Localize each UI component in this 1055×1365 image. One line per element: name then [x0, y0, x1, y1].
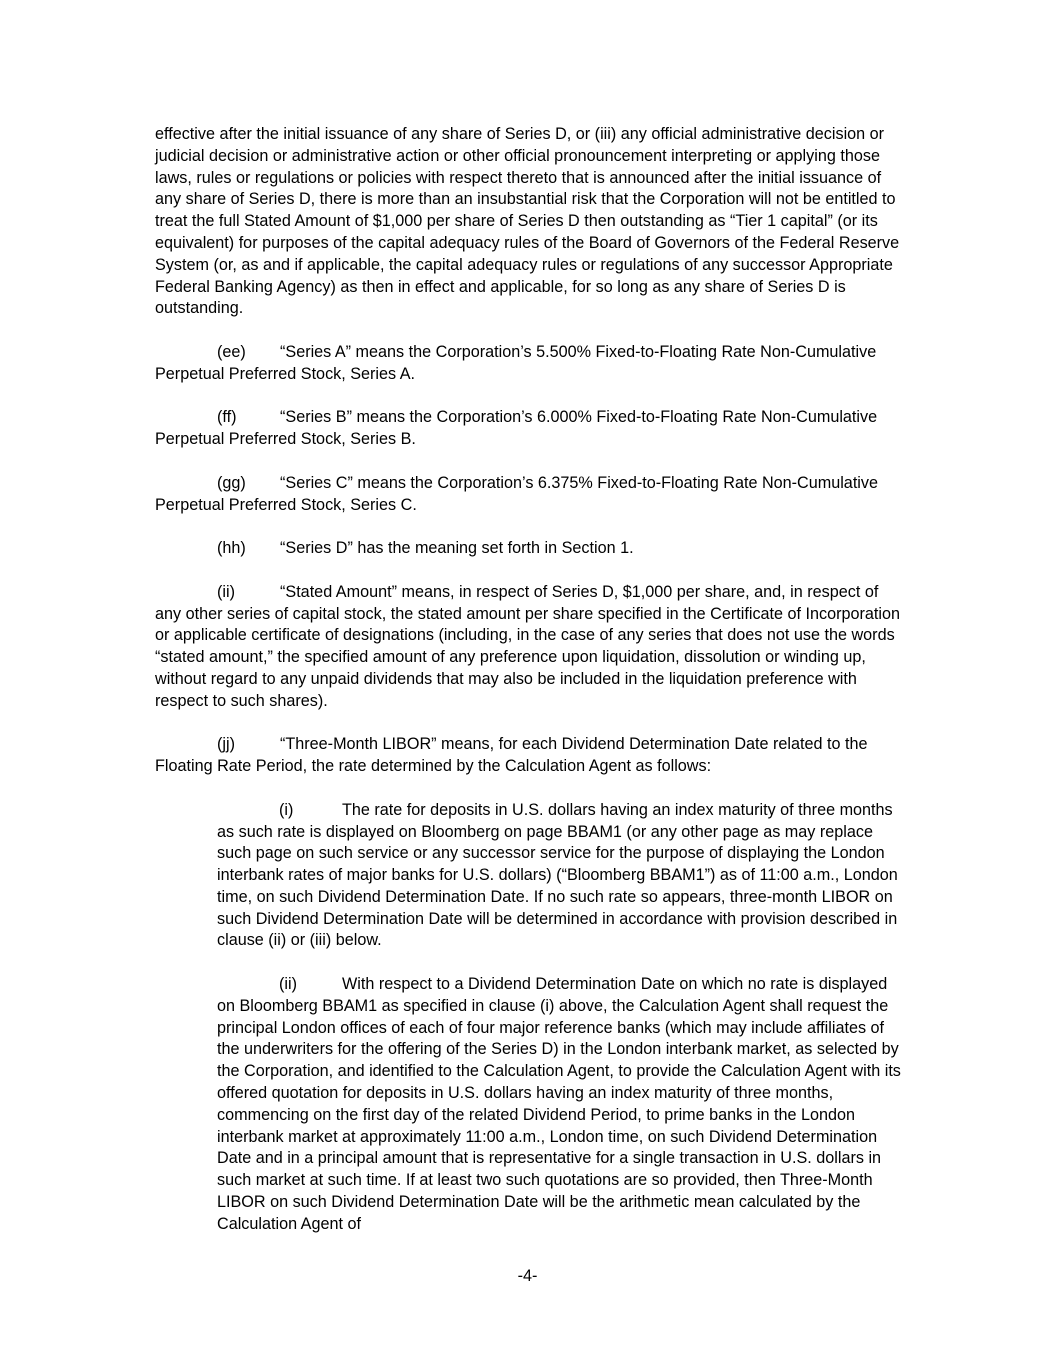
clause-text: “Series D” has the meaning set forth in Section 1.	[280, 539, 634, 558]
clause-label: (jj)	[217, 735, 235, 754]
clause-label: (ee)	[217, 342, 246, 361]
clause-text: The rate for deposits in U.S. dollars having an index maturity of three months as such rate is displayed on Bloomberg on page BBAM1 (or any other page as may replace such page on such service or any successor service for the purpose of displaying the London interbank rates of major banks for U.S. dollars) (“Bloomberg BBAM1”) as of 11:00 a.m., London time, on such Dividend Determination Date. If no such rate so appears, three-month LIBOR on such Dividend Determination Date will be determined in accordance with provision described in clause (ii) or (iii) below.	[217, 800, 898, 950]
definition-gg	[155, 473, 907, 517]
page-number: -4-	[517, 1267, 538, 1285]
clause-text: “Series A” means the Corporation’s 5.500% Fixed-to-Floating Rate Non-Cumulative Perpetual Preferred Stock, Series A.	[155, 342, 877, 383]
clause-label: (hh)	[217, 539, 246, 558]
paragraph-continuation: effective after the initial issuance of any share of Series D, or (iii) any official administrative decision or judicial decision or administrative action or other official pronouncement interpreting or applying those laws, rules or regulations or policies with respect thereto that is announced after the initial issuance of any share of Series D, there is more than an insubstantial risk that the Corporation will not be entitled to treat the full Stated Amount of $1,000 per share of Series D then outstanding as “Tier 1 capital” (or its equivalent) for purposes of the capital adequacy rules of the Board of Governors of the Federal Reserve System (or, as and if applicable, the capital adequacy rules or regulations of any successor Appropriate Federal Banking Agency) as then in effect and applicable, for so long as any share of Series D is outstanding.	[155, 125, 900, 318]
sub-clause-ii	[217, 974, 907, 1236]
definition-jj	[155, 734, 907, 778]
clause-label: (ff)	[217, 408, 237, 427]
clause-label: (i)	[279, 800, 294, 819]
sub-clause-i	[217, 800, 907, 953]
definition-ff	[155, 407, 907, 451]
clause-text: “Series C” means the Corporation’s 6.375% Fixed-to-Floating Rate Non-Cumulative Perpetual Preferred Stock, Series C.	[155, 473, 879, 514]
clause-text: “Three-Month LIBOR” means, for each Dividend Determination Date related to the Floating Rate Period, the rate determined by the Calculation Agent as follows:	[155, 735, 868, 776]
clause-text: With respect to a Dividend Determination Date on which no rate is displayed on Bloomberg BBAM1 as specified in clause (i) above, the Calculation Agent shall request the principal London offices of each of four major reference banks (which may include affiliates of the underwriters for the offering of the Series D) in the London interbank market, as selected by the Corporation, and identified to the Calculation Agent, to provide the Calculation Agent with its offered quotation for deposits in U.S. dollars having an index maturity of three months, commencing on the first day of the related Dividend Period, to prime banks in the London interbank market at approximately 11:00 a.m., London time, on such Dividend Determination Date and in a principal amount that is representative for a single transaction in U.S. dollars in such market at such time. If at least two such quotations are so provided, then Three-Month LIBOR on such Dividend Determination Date will be the arithmetic mean calculated by the Calculation Agent of	[217, 975, 901, 1233]
definition-ee	[155, 342, 907, 386]
clause-label: (gg)	[217, 473, 246, 492]
sub-clauses	[217, 800, 907, 1236]
clause-text: “Stated Amount” means, in respect of Series D, $1,000 per share, and, in respect of any other series of capital stock, the stated amount per share specified in the Certificate of Incorporation or applicable certificate of designations (including, in the case of any series that does not use the words “stated amount,” the specified amount of any preference upon liquidation, dissolution or winding up, without regard to any unpaid dividends that may also be included in the liquidation preference with respect to such shares).	[155, 582, 901, 710]
clause-label: (ii)	[279, 975, 297, 994]
definition-hh	[155, 538, 907, 560]
clause-text: “Series B” means the Corporation’s 6.000% Fixed-to-Floating Rate Non-Cumulative Perpetual Preferred Stock, Series B.	[155, 408, 878, 449]
definition-ii	[155, 582, 907, 713]
document-body	[155, 124, 907, 1257]
clause-label: (ii)	[217, 582, 235, 601]
